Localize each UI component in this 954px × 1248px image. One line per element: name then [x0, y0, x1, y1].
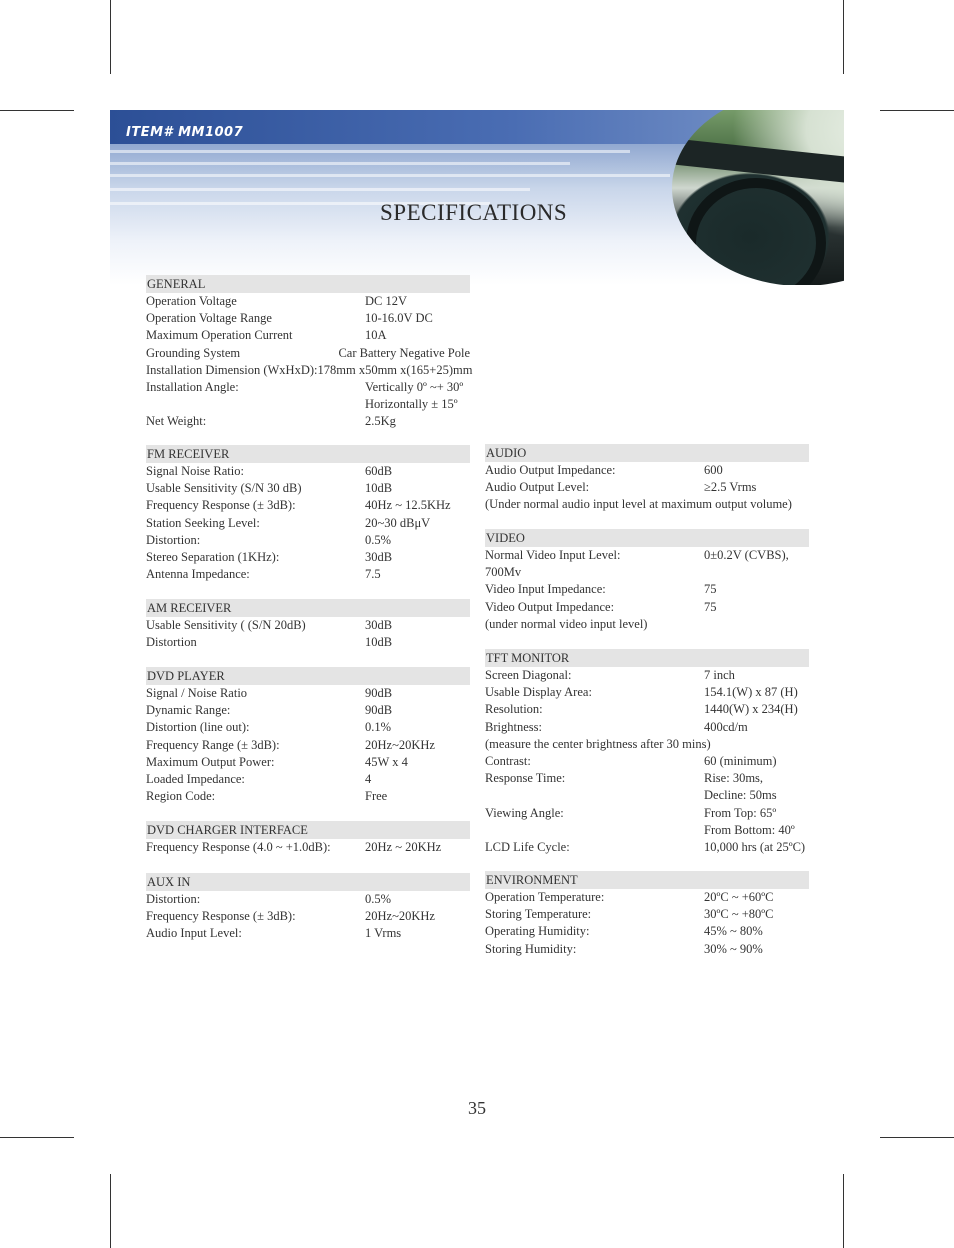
spec-label: Distortion:	[146, 532, 201, 547]
spec-label: Contrast:	[485, 754, 531, 769]
spec-value: 40Hz ~ 12.5KHz	[365, 498, 451, 513]
spec-value: 20ºC ~ +60ºC	[704, 890, 774, 904]
spec-label: Loaded Impedance:	[146, 772, 245, 787]
spec-label: Signal Noise Ratio:	[146, 464, 244, 478]
spec-label: Frequency Response (4.0 ~ +1.0dB):	[146, 840, 331, 854]
spec-value: 7 inch	[704, 668, 735, 682]
spec-value: 178mm x50mm x(165+25)mm	[317, 362, 473, 377]
spec-value: 75	[704, 599, 717, 614]
spec-value: 4	[365, 772, 372, 787]
section-general	[146, 275, 473, 431]
spec-value: Decline: 50ms	[704, 788, 777, 803]
spec-value: Rise: 30ms,	[704, 771, 764, 786]
section-video	[485, 529, 809, 633]
spec-value: Vertically 0º ~+ 30º	[365, 380, 464, 395]
spec-row	[485, 719, 809, 736]
spec-label: Installation Dimension (WxHxD):	[146, 362, 318, 377]
spec-label: Usable Sensitivity (S/N 30 dB)	[146, 481, 302, 496]
spec-value: 60dB	[365, 464, 393, 478]
spec-row	[146, 396, 470, 413]
spec-label: Operating Humidity:	[485, 924, 590, 939]
spec-note: 700Mv	[485, 565, 522, 580]
section-environment	[485, 871, 809, 958]
decorative-stripe	[110, 162, 570, 165]
spec-label: Video Output Impedance:	[485, 599, 615, 614]
spec-label: Resolution:	[485, 702, 543, 717]
spec-value: DC 12V	[365, 294, 408, 308]
spec-value: 10A	[365, 328, 387, 343]
spec-label: LCD Life Cycle:	[485, 840, 570, 855]
spec-row	[485, 889, 809, 906]
spec-label: Usable Display Area:	[485, 685, 592, 700]
spec-label	[146, 396, 365, 413]
crop-mark	[110, 1174, 111, 1248]
section-heading: TFT MONITOR	[485, 649, 809, 667]
spec-value: Horizontally ± 15º	[365, 397, 458, 412]
section-heading: FM RECEIVER	[146, 445, 470, 463]
spec-row	[146, 549, 470, 566]
spec-value: 0.1%	[365, 720, 392, 735]
spec-label: Storing Temperature:	[485, 907, 592, 922]
spec-label: Grounding System	[146, 345, 241, 360]
spec-value: 10-16.0V DC	[365, 311, 433, 326]
spec-row	[485, 684, 809, 701]
spec-row	[485, 547, 809, 564]
crop-mark	[880, 110, 954, 111]
spec-value: 20Hz~20KHz	[365, 909, 435, 924]
section-aux-in	[146, 873, 470, 943]
spec-value: 20Hz~20KHz	[365, 737, 435, 752]
spec-value: 90dB	[365, 686, 393, 700]
section-heading: AUDIO	[485, 444, 809, 462]
section-dvd-player	[146, 667, 470, 805]
spec-label: Stereo Separation (1KHz):	[146, 550, 280, 565]
spec-value: 30dB	[365, 618, 393, 632]
section-heading: GENERAL	[146, 275, 470, 293]
spec-label: Response Time:	[485, 771, 566, 786]
spec-value: 30dB	[365, 550, 393, 565]
decorative-stripe	[110, 174, 670, 177]
decorative-stripe	[110, 188, 530, 191]
spec-value: 45% ~ 80%	[704, 924, 763, 939]
spec-row	[146, 891, 470, 908]
spec-row	[146, 362, 473, 379]
spec-row	[146, 413, 470, 430]
spec-label: Maximum Output Power:	[146, 754, 275, 769]
spec-row	[485, 805, 809, 822]
spec-value: 75	[704, 582, 717, 597]
spec-note: (Under normal audio input level at maximum output volume)	[485, 497, 792, 512]
spec-row	[146, 839, 470, 856]
crop-mark	[0, 1137, 74, 1138]
spec-row	[485, 581, 809, 598]
spec-label	[485, 787, 704, 804]
spec-row	[146, 497, 470, 514]
spec-row	[146, 685, 470, 702]
spec-label: Audio Output Level:	[485, 480, 590, 495]
spec-row	[485, 941, 809, 958]
spec-value: 45W x 4	[365, 754, 408, 769]
spec-value: 30ºC ~ +80ºC	[704, 907, 774, 922]
page-title: SPECIFICATIONS	[380, 200, 568, 225]
header-banner	[110, 110, 844, 285]
spec-row	[146, 617, 470, 634]
spec-row	[485, 787, 809, 804]
section-tft-monitor	[485, 649, 809, 856]
spec-value: 0.5%	[365, 892, 392, 906]
spec-label: Antenna Impedance:	[146, 567, 250, 582]
crop-mark	[843, 1174, 844, 1248]
spec-label: Distortion (line out):	[146, 720, 250, 735]
spec-value: 60 (minimum)	[704, 754, 777, 769]
spec-note: (under normal video input level)	[485, 616, 648, 631]
spec-value: 10,000 hrs (at 25ºC)	[704, 840, 806, 855]
spec-label: Frequency Response (± 3dB):	[146, 909, 296, 924]
section-fm-receiver	[146, 445, 470, 583]
section-heading: AM RECEIVER	[146, 599, 470, 617]
spec-row	[485, 923, 809, 940]
spec-label: Normal Video Input Level:	[485, 548, 621, 562]
spec-value: 20~30 dBμV	[365, 515, 431, 530]
section-heading: VIDEO	[485, 529, 809, 547]
spec-value: Car Battery Negative Pole	[338, 345, 470, 360]
item-number: ITEM# MM1007	[126, 125, 244, 140]
spec-row	[146, 480, 470, 497]
spec-row	[146, 566, 470, 583]
spec-value: 2.5Kg	[365, 414, 396, 429]
spec-label: Frequency Response (± 3dB):	[146, 498, 296, 513]
spec-label: Screen Diagonal:	[485, 668, 572, 682]
crop-mark	[0, 110, 74, 111]
spec-row	[146, 771, 470, 788]
spec-label: Audio Output Impedance:	[485, 463, 616, 477]
spec-value: 154.1(W) x 87 (H)	[704, 685, 798, 700]
spec-value: 1 Vrms	[365, 926, 402, 941]
crop-mark	[110, 0, 111, 74]
spec-label: Maximum Operation Current	[146, 328, 293, 343]
spec-label: Brightness:	[485, 719, 542, 734]
spec-row	[485, 839, 809, 856]
spec-row	[146, 908, 470, 925]
spec-row	[146, 532, 470, 549]
spec-row	[485, 667, 809, 684]
spec-value: 400cd/m	[704, 719, 748, 734]
section-audio	[485, 444, 809, 514]
spec-row	[485, 906, 809, 923]
section-heading: DVD CHARGER INTERFACE	[146, 821, 470, 839]
section-am-receiver	[146, 599, 470, 651]
spec-value: 90dB	[365, 703, 393, 718]
spec-row	[146, 379, 470, 396]
spec-value: 20Hz ~ 20KHz	[365, 840, 442, 854]
spec-value: 600	[704, 463, 723, 477]
spec-row	[146, 925, 470, 942]
spec-label: Region Code:	[146, 789, 216, 804]
spec-value: 10dB	[365, 635, 393, 650]
spec-label: Distortion	[146, 635, 197, 650]
crop-mark	[843, 0, 844, 74]
spec-row	[146, 634, 470, 651]
decorative-stripe	[110, 150, 630, 153]
car-interior-photo	[672, 110, 844, 285]
section-heading: ENVIRONMENT	[485, 871, 809, 889]
spec-row	[146, 293, 470, 310]
spec-value: From Bottom: 40º	[704, 822, 795, 837]
spec-row	[146, 737, 470, 754]
steering-wheel-shape	[686, 178, 826, 285]
spec-value: 1440(W) x 234(H)	[704, 702, 798, 717]
spec-row	[146, 345, 470, 362]
spec-row	[485, 701, 809, 718]
section-heading: DVD PLAYER	[146, 667, 470, 685]
page-number: 35	[468, 1098, 486, 1118]
spec-value: 0.5%	[365, 532, 392, 547]
spec-note: (measure the center brightness after 30 mins)	[485, 736, 711, 751]
section-dvd-charger-interface	[146, 821, 470, 856]
spec-row	[146, 310, 470, 327]
spec-label: Signal / Noise Ratio	[146, 686, 248, 700]
spec-label: Viewing Angle:	[485, 805, 564, 820]
spec-value: 10dB	[365, 481, 393, 496]
spec-row	[485, 599, 809, 616]
spec-label: Dynamic Range:	[146, 703, 231, 718]
spec-value: 0±0.2V (CVBS),	[704, 548, 789, 562]
spec-label: Operation Voltage	[146, 294, 237, 308]
section-heading: AUX IN	[146, 873, 470, 891]
spec-value: From Top: 65º	[704, 805, 777, 820]
spec-label: Station Seeking Level:	[146, 515, 260, 530]
spec-label: Operation Voltage Range	[146, 311, 272, 326]
spec-row	[485, 753, 809, 770]
spec-label: Video Input Impedance:	[485, 582, 606, 597]
spec-label: Net Weight:	[146, 414, 207, 429]
spec-row	[485, 479, 809, 496]
spec-label: Operation Temperature:	[485, 890, 605, 904]
spec-row	[146, 463, 470, 480]
spec-value: Free	[365, 789, 388, 804]
spec-label: Storing Humidity:	[485, 941, 577, 956]
crop-mark	[880, 1137, 954, 1138]
spec-row	[146, 702, 470, 719]
spec-row	[146, 515, 470, 532]
spec-label: Installation Angle:	[146, 380, 239, 395]
spec-label: Usable Sensitivity ( (S/N 20dB)	[146, 618, 306, 632]
spec-row	[146, 719, 470, 736]
spec-row	[146, 754, 470, 771]
spec-row	[485, 770, 809, 787]
spec-value: 7.5	[365, 567, 381, 582]
spec-label: Frequency Range (± 3dB):	[146, 737, 280, 752]
spec-label: Audio Input Level:	[146, 926, 242, 941]
spec-label	[485, 822, 704, 839]
spec-row	[146, 327, 470, 344]
spec-label: Distortion:	[146, 892, 201, 906]
spec-row	[485, 462, 809, 479]
spec-row	[485, 822, 809, 839]
spec-value: 30% ~ 90%	[704, 941, 763, 956]
spec-row	[146, 788, 470, 805]
spec-value: ≥2.5 Vrms	[704, 480, 757, 495]
